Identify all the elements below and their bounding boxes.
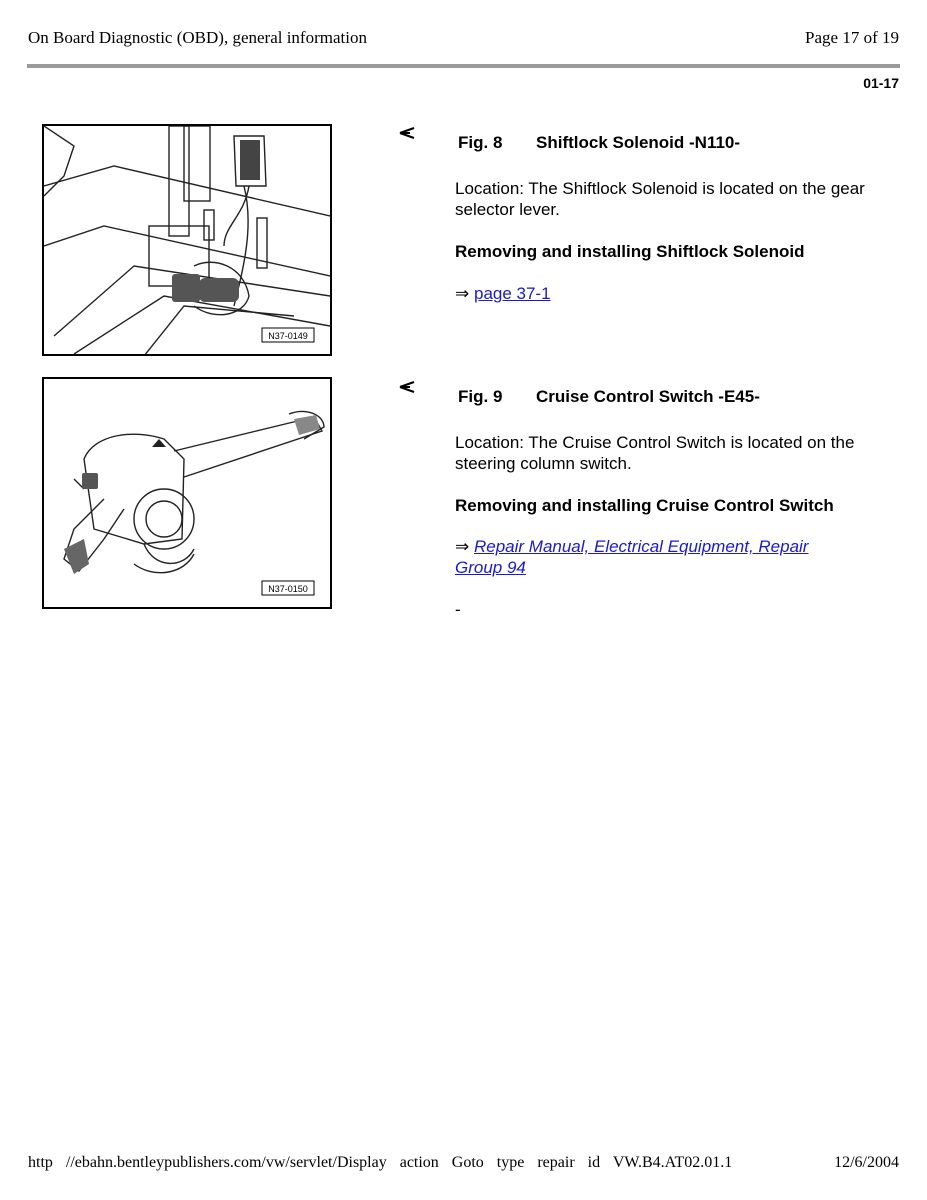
document-title: On Board Diagnostic (OBD), general information (28, 28, 367, 47)
section-number: 01-17 (863, 75, 899, 91)
double-arrow-icon: ⇒ (455, 537, 470, 556)
header-divider (27, 64, 900, 68)
double-arrow-icon: ⇒ (455, 284, 470, 303)
figure-9-image (42, 377, 332, 609)
shiftlock-solenoid-illustration (44, 126, 330, 354)
page-number: Page 17 of 19 (805, 28, 899, 47)
footer-url: http //ebahn.bentleypublishers.com/vw/servlet/Display action Goto type repair id VW.B4.AT02.01.1 (28, 1154, 733, 1171)
figure-8-image-label: N37-0149 (268, 331, 308, 341)
figure-9-image-label: N37-0150 (268, 584, 308, 594)
repair-manual-link[interactable]: Repair Manual, Electrical Equipment, Repair Group 94 (455, 537, 809, 577)
figure-9-procedure: Removing and installing Cruise Control Switch (455, 496, 834, 515)
trailing-dash: - (455, 600, 461, 619)
figure-8-location: Location: The Shiftlock Solenoid is located on the gear selector lever. (455, 179, 865, 219)
figure-8-title: Shiftlock Solenoid -N110- (536, 133, 741, 152)
arrow-pointer-icon (398, 126, 416, 140)
figure-8-link-line (455, 283, 895, 304)
figure-9-heading (458, 387, 760, 407)
footer-date: 12/6/2004 (834, 1154, 899, 1171)
figure-9-location: Location: The Cruise Control Switch is located on the steering column switch. (455, 433, 855, 473)
page-37-1-link[interactable]: page 37-1 (473, 284, 551, 303)
cruise-control-switch-illustration (44, 379, 330, 607)
figure-8-image (42, 124, 332, 356)
figure-8-procedure: Removing and installing Shiftlock Solenoid (455, 242, 805, 261)
figure-9-number: Fig. 9 (458, 387, 503, 406)
figure-8-number: Fig. 8 (458, 133, 503, 152)
figure-9-title: Cruise Control Switch -E45- (536, 387, 760, 406)
arrow-pointer-icon (398, 380, 416, 394)
figure-9-link-line (455, 536, 855, 578)
figure-8-heading (458, 133, 740, 153)
